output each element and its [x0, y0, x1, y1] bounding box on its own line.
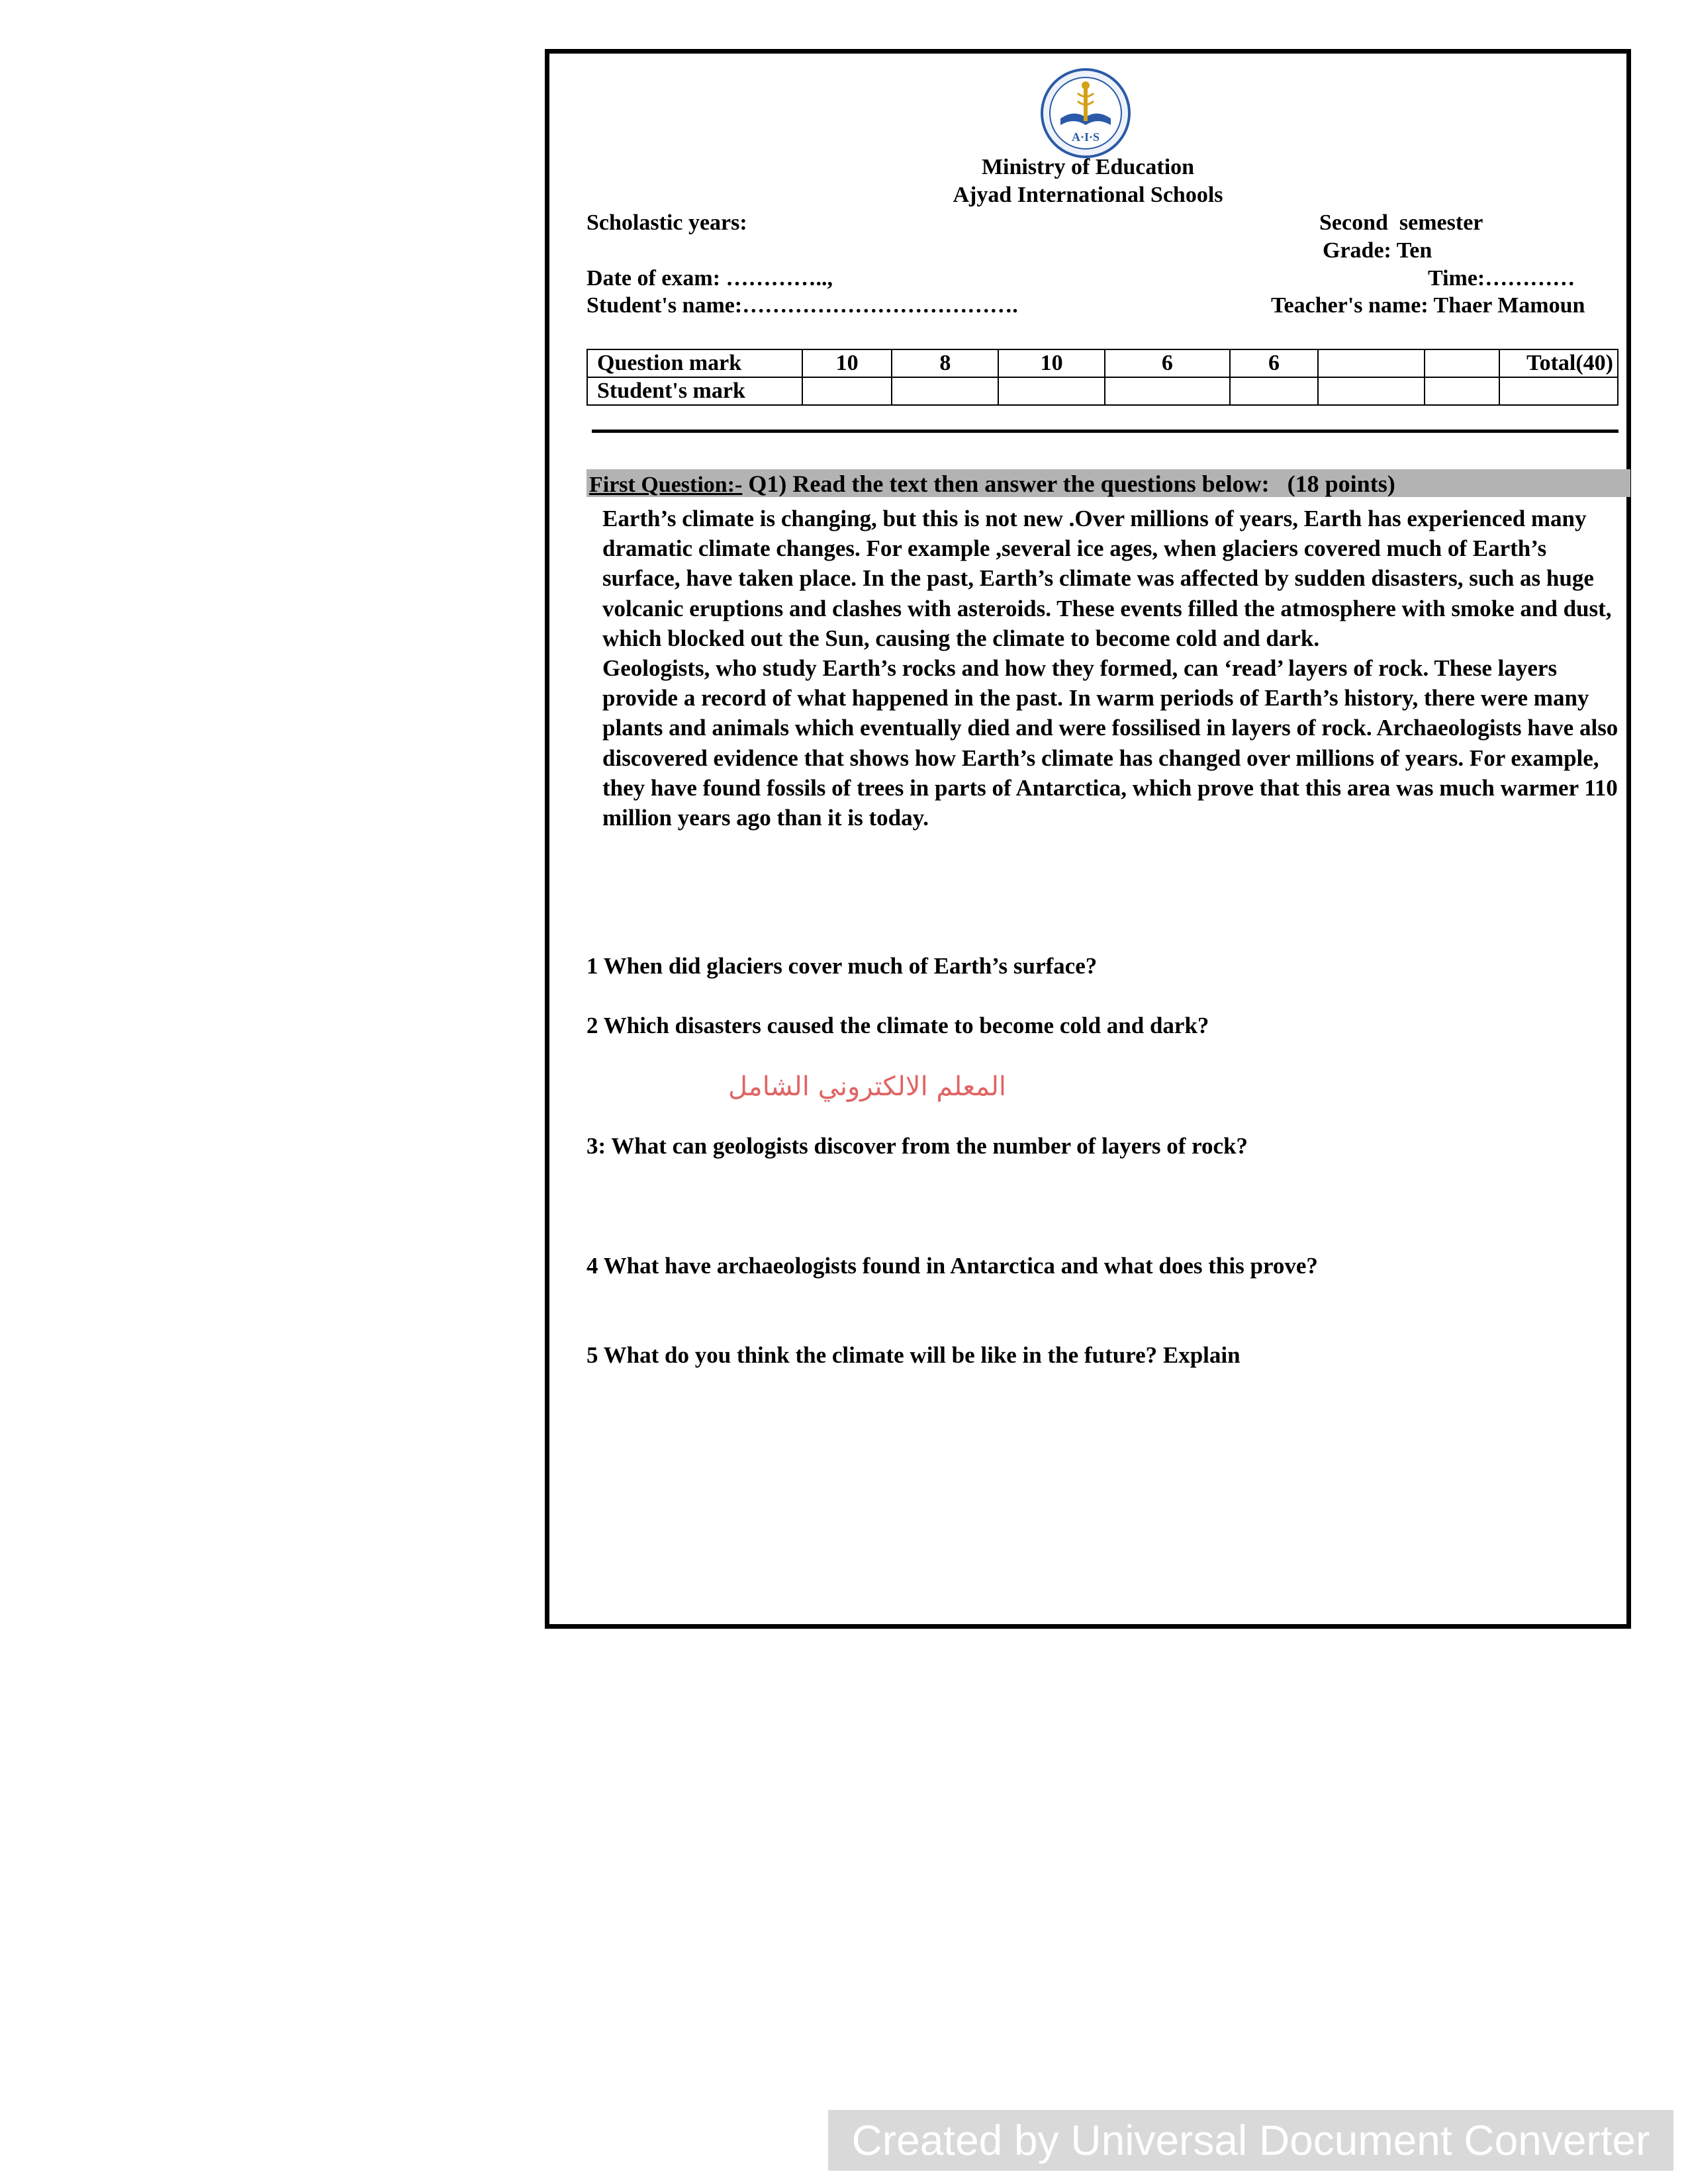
student-mark-label: Student's mark: [587, 377, 802, 405]
ministry-title: Ministry of Education: [981, 155, 1195, 179]
header-divider: [592, 430, 1618, 433]
question-mark-cell: [1318, 349, 1425, 377]
school-logo: [1039, 67, 1132, 159]
total-mark-cell: Total(40): [1499, 349, 1618, 377]
exam-sheet: [545, 49, 1631, 1629]
student-mark-cell[interactable]: [1230, 377, 1319, 405]
question-mark-cell: 10: [802, 349, 892, 377]
question-mark-row: [587, 349, 1618, 377]
date-of-exam-field: Date of exam: …………..,: [586, 266, 833, 291]
student-mark-cell[interactable]: [1318, 377, 1425, 405]
grade: Grade: Ten: [1323, 238, 1432, 263]
student-mark-cell[interactable]: [1499, 377, 1618, 405]
passage-paragraph-1: Earth’s climate is changing, but this is not new .Over millions of years, Earth has experienced many dramatic climate changes. For example ,several ice ages, when glaciers covered much of Earth’s surface, have taken place. In the past, Earth’s climate was affected by sudden disasters, such as huge volcanic eruptions and clashes with asteroids. These events filled the atmosphere with smoke and dust, which blocked out the Sun, causing the climate to become cold and dark.: [602, 506, 1612, 651]
question-4: 4 What have archaeologists found in Antarctica and what does this prove?: [586, 1253, 1318, 1279]
passage-paragraph-2: Geologists, who study Earth’s rocks and how they formed, can ‘read’ layers of rock. These layers provide a record of what happened in the past. In warm periods of Earth’s history, there were many plants and animals which eventually died and were fossilised in layers of rock. Archaeologists have also discovered evidence that shows how Earth’s climate has changed over millions of years. For example, they have found fossils of trees in parts of Antarctica, which prove that this area was much warmer 110 million years ago than it is today.: [602, 655, 1618, 831]
question-5: 5 What do you think the climate will be like in the future? Explain: [586, 1342, 1241, 1368]
arabic-watermark-note: المعلم الالكتروني الشامل: [727, 1071, 1007, 1102]
student-mark-cell[interactable]: [1425, 377, 1499, 405]
semester: Second semester: [1319, 210, 1483, 235]
question-mark-cell: 6: [1230, 349, 1319, 377]
question-2: 2 Which disasters caused the climate to become cold and dark?: [586, 1013, 1209, 1038]
student-mark-cell[interactable]: [998, 377, 1105, 405]
teacher-name: Teacher's name: Thaer Mamoun: [1271, 293, 1585, 318]
question-3: 3: What can geologists discover from the number of layers of rock?: [586, 1133, 1248, 1159]
question-mark-cell: 10: [998, 349, 1105, 377]
scholastic-years: Scholastic years:: [586, 210, 747, 235]
student-name-field: Student's name:……………………………….: [586, 293, 1018, 318]
student-mark-cell[interactable]: [802, 377, 892, 405]
question1-instruction: Q1) Read the text then answer the questions below: (18 points): [742, 471, 1395, 497]
marks-table: [586, 349, 1618, 406]
question-mark-cell: 6: [1105, 349, 1230, 377]
student-mark-cell[interactable]: [1105, 377, 1230, 405]
question-1: 1 When did glaciers cover much of Earth’s surface?: [586, 953, 1098, 979]
question-mark-cell: 8: [892, 349, 998, 377]
question1-heading: [589, 471, 1395, 498]
time-field: Time:…………: [1428, 266, 1575, 291]
question-mark-cell: [1425, 349, 1499, 377]
question-mark-label: Question mark: [587, 349, 802, 377]
svg-text:A·I·S: A·I·S: [1071, 130, 1100, 144]
first-question-label: First Question:-: [589, 473, 743, 497]
student-mark-row: [587, 377, 1618, 405]
reading-passage: [602, 504, 1622, 833]
student-mark-cell[interactable]: [892, 377, 998, 405]
converter-watermark: Created by Universal Document Converter: [828, 2110, 1673, 2171]
school-name: Ajyad International Schools: [953, 183, 1223, 207]
